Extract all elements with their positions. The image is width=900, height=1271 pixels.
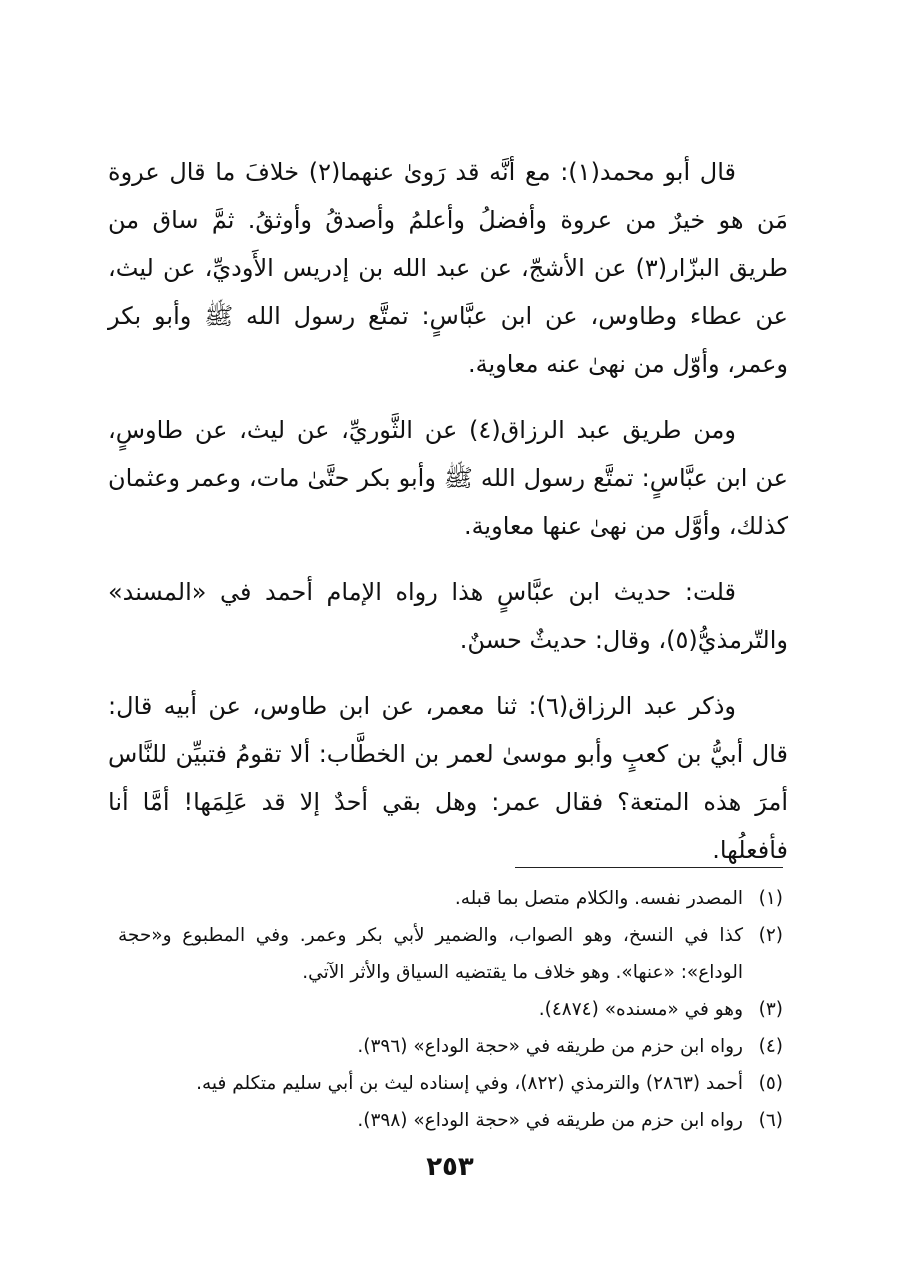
footnotes-section [118,880,783,1139]
footnote-3 [118,991,783,1028]
paragraph-4: وذكر عبد الرزاق(٦): ثنا معمر، عن ابن طاوس، عن أبيه قال: قال أبيُّ بن كعبٍ وأبو موسىٰ لعمر بن الخطَّاب: ألا تقومُ فتبيِّن للنَّاس أمرَ هذه المتعة؟ فقال عمر: وهل بقي أحدٌ إلا قد عَلِمَها! أمَّا أنا فأفعلُها. [108,692,788,864]
footnote-6 [118,1102,783,1139]
footnote-number: (٢) [758,925,783,946]
footnote-number: (٤) [758,1036,783,1057]
footnote-4 [118,1028,783,1065]
footnote-text: المصدر نفسه. والكلام متصل بما قبله. [454,888,743,909]
footnote-text: كذا في النسخ، وهو الصواب، والضمير لأبي بكر وعمر. وفي المطبوع و«حجة الوداع»: «عنها». وهو خلاف ما يقتضيه السياق والأثر الآتي. [118,925,743,983]
footnote-text: أحمد (٢٨٦٣) والترمذي (٨٢٢)، وفي إسناده ليث بن أبي سليم متكلم فيه. [196,1073,743,1094]
footnote-5 [118,1065,783,1102]
footnote-text: رواه ابن حزم من طريقه في «حجة الوداع» (٣٩٦). [357,1036,743,1057]
paragraph-3: قلت: حديث ابن عبَّاسٍ هذا رواه الإمام أحمد في «المسند» والتّرمذيُّ(٥)، وقال: حديثٌ حسنٌ. [108,578,788,654]
footnote-number: (١) [758,888,783,909]
footnote-number: (٦) [758,1110,783,1131]
footnote-separator [515,867,783,868]
footnote-text: وهو في «مسنده» (٤٨٧٤). [538,999,743,1020]
footnote-number: (٥) [758,1073,783,1094]
paragraph-2: ومن طريق عبد الرزاق(٤) عن الثَّوريِّ، عن ليث، عن طاوسٍ، عن ابن عبَّاسٍ: تمتَّع رسول الله ﷺ وأبو بكر حتَّىٰ مات، وعمر وعثمان كذلك، وأوَّل من نهىٰ عنها معاوية. [108,416,788,540]
paragraph-1: قال أبو محمد(١): مع أنَّه قد رَوىٰ عنهما(٢) خلافَ ما قال عروة مَن هو خيرٌ من عروة وأفضلُ وأعلمُ وأصدقُ وأوثقُ. ثمَّ ساق من طريق البزّار(٣) عن الأشجّ، عن عبد الله بن إدريس الأَوديِّ، عن ليث، عن عطاء وطاوس، عن ابن عبَّاسٍ: تمتَّع رسول الله ﷺ وأبو بكر وعمر، وأوّل من نهىٰ عنه معاوية. [108,158,788,378]
page-number: ٢٥٣ [426,1152,474,1182]
footnote-number: (٣) [758,999,783,1020]
footnote-2 [118,917,783,991]
footnote-1 [118,880,783,917]
main-text-body [108,148,788,892]
footnote-text: رواه ابن حزم من طريقه في «حجة الوداع» (٣٩٨). [357,1110,743,1131]
